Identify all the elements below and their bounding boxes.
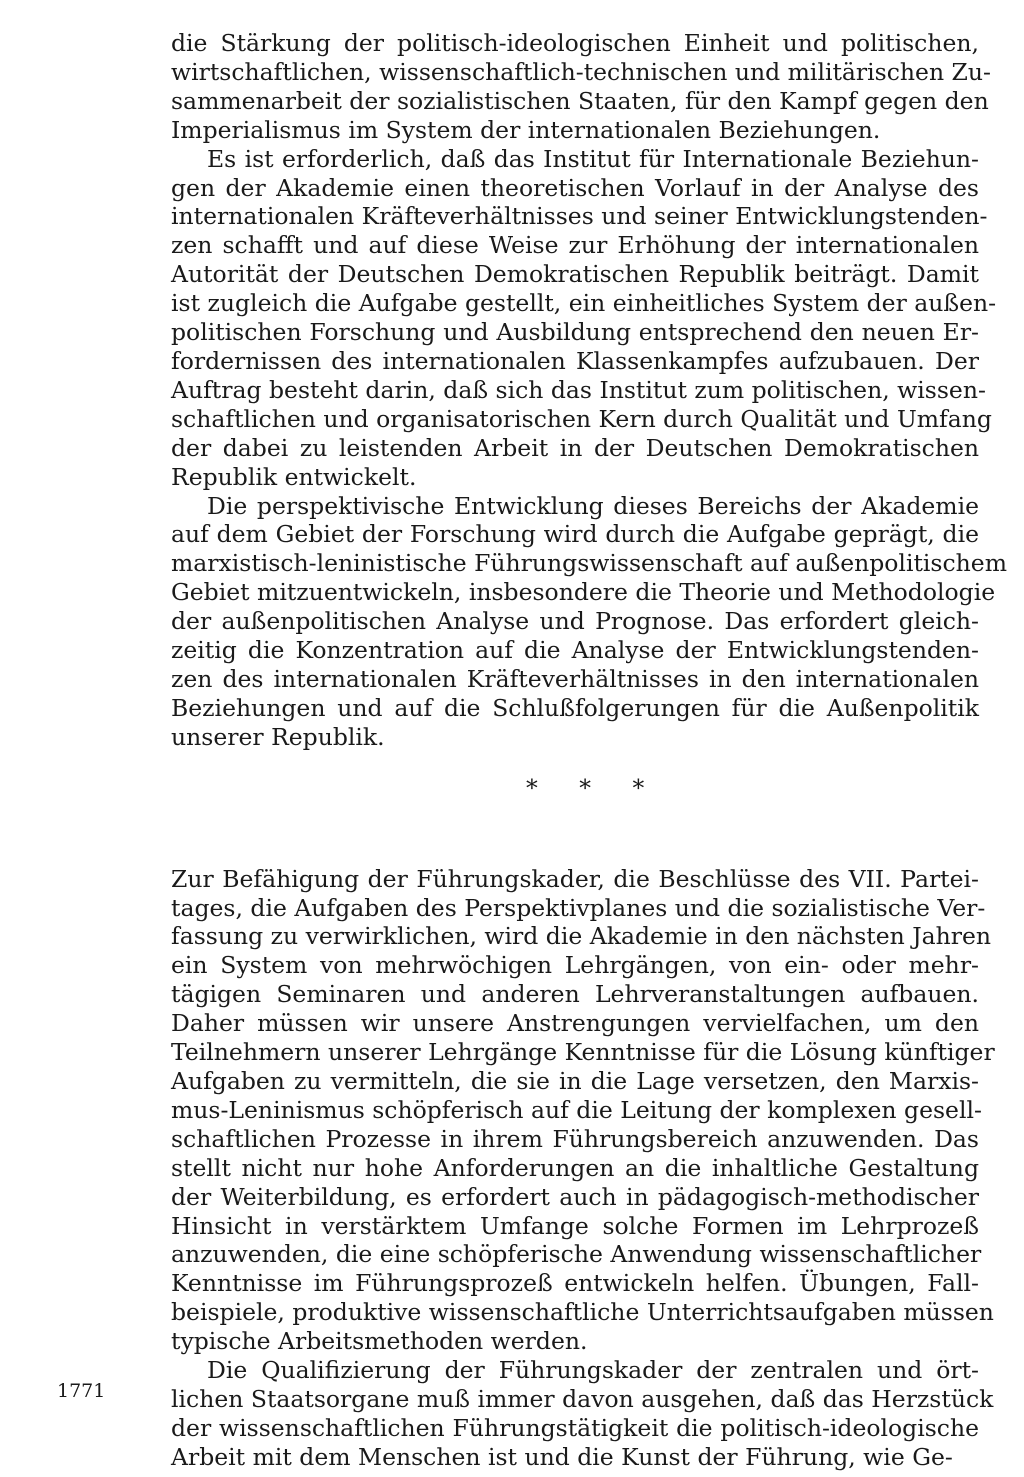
text-line: schaftlichen Prozesse in ihrem Führungsbereich anzuwenden. Das (171, 1124, 979, 1153)
text-line: Gebiet mitzuentwickeln, insbesondere die Theorie und Methodologie (171, 578, 996, 607)
text-line: der dabei zu leistenden Arbeit in der Deutschen Demokratischen (171, 433, 979, 462)
text-line: der wissenschaftlichen Führungstätigkeit die politisch-ideologische (171, 1413, 979, 1442)
text-line: Hinsicht in verstärktem Umfange solche Formen im Lehrprozeß (171, 1211, 979, 1240)
page-body (171, 29, 1007, 1472)
text-line: der Weiterbildung, es erfordert auch in pädagogisch-methodischer (171, 1182, 979, 1211)
text-line: zeitig die Konzentration auf die Analyse der Entwicklungstenden- (171, 636, 979, 665)
text-line: Teilnehmern unserer Lehrgänge Kenntnisse für die Lösung künftiger (171, 1038, 995, 1067)
text-line: die Stärkung der politisch-ideologischen Einheit und politischen, (171, 29, 979, 57)
text-line: Daher müssen wir unsere Anstrengungen vervielfachen, um den (171, 1009, 979, 1038)
page-number: 1771 (57, 1380, 106, 1402)
text-line: Auftrag besteht darin, daß sich das Institut zum politischen, wissen- (171, 375, 986, 404)
separator-asterisks: * * * (526, 773, 662, 802)
text-line: Die Qualifizierung der Führungskader der zentralen und ört- (207, 1356, 979, 1385)
text-line: sammenarbeit der sozialistischen Staaten, für den Kampf gegen den (171, 86, 989, 115)
paragraph-1 (171, 29, 991, 145)
text-line: Es ist erforderlich, daß das Institut für Internationale Beziehun- (207, 144, 979, 173)
paragraph-3 (171, 491, 1007, 752)
text-line: Autorität der Deutschen Demokratischen Republik beiträgt. Damit (171, 260, 979, 289)
text-line: Kenntnisse im Führungsprozeß entwickeln helfen. Übungen, Fall- (171, 1269, 979, 1298)
text-line: ein System von mehrwöchigen Lehrgängen, von ein- oder mehr- (171, 951, 979, 980)
text-line: beispiele, produktive wissenschaftliche Unterrichtsaufgaben müssen (171, 1298, 994, 1327)
text-line: gen der Akademie einen theoretischen Vorlauf in der Analyse des (171, 173, 979, 202)
text-line: typische Arbeitsmethoden werden. (171, 1327, 588, 1356)
section-separator (171, 752, 979, 865)
text-line: Beziehungen und auf die Schlußfolgerungen für die Außenpolitik (171, 693, 979, 722)
text-line: Aufgaben zu vermitteln, die sie in die Lage versetzen, den Marxis- (171, 1067, 979, 1095)
text-line: auf dem Gebiet der Forschung wird durch die Aufgabe geprägt, die (171, 520, 979, 549)
paragraph-4 (171, 864, 995, 1356)
text-line: zen des internationalen Kräfteverhältnisses in den internationalen (171, 664, 979, 693)
text-line: mus-Leninismus schöpferisch auf die Leitung der komplexen gesell- (171, 1095, 982, 1124)
text-line: Imperialismus im System der internationalen Beziehungen. (171, 115, 881, 144)
paragraph-5 (171, 1356, 994, 1472)
text-line: schaftlichen und organisatorischen Kern durch Qualität und Umfang (171, 404, 992, 433)
text-line: Republik entwickelt. (171, 462, 417, 491)
text-line: anzuwenden, die eine schöpferische Anwendung wissenschaftlicher (171, 1240, 982, 1269)
text-line: tages, die Aufgaben des Perspektivplanes und die sozialistische Ver- (171, 893, 986, 922)
text-line: marxistisch-leninistische Führungswissenschaft auf außenpolitischem (171, 549, 1007, 578)
paragraph-2 (171, 144, 997, 492)
text-line: Arbeit mit dem Menschen ist und die Kunst der Führung, wie Ge- (171, 1442, 953, 1471)
text-line: wirtschaftlichen, wissenschaftlich-technischen und militärischen Zu- (171, 57, 991, 86)
text-line: Die perspektivische Entwicklung dieses Bereichs der Akademie (207, 491, 979, 520)
text-line: internationalen Kräfteverhältnisses und seiner Entwicklungstenden- (171, 202, 988, 231)
text-line: unserer Republik. (171, 722, 385, 751)
text-line: Zur Befähigung der Führungskader, die Beschlüsse des VII. Partei- (171, 864, 979, 893)
text-line: der außenpolitischen Analyse und Prognose. Das erfordert gleich- (171, 607, 979, 636)
text-line: stellt nicht nur hohe Anforderungen an die inhaltliche Gestaltung (171, 1153, 979, 1182)
text-line: politischen Forschung und Ausbildung entsprechend den neuen Er- (171, 318, 979, 347)
text-line: fassung zu verwirklichen, wird die Akademie in den nächsten Jahren (171, 922, 992, 951)
text-line: lichen Staatsorgane muß immer davon ausgehen, daß das Herzstück (171, 1384, 994, 1413)
text-line: tägigen Seminaren und anderen Lehrveranstaltungen aufbauen. (171, 980, 979, 1009)
text-line: zen schafft und auf diese Weise zur Erhöhung der internationalen (171, 231, 979, 260)
text-line: ist zugleich die Aufgabe gestellt, ein einheitliches System der außen- (171, 289, 997, 318)
text-line: fordernissen des internationalen Klassenkampfes aufzubauen. Der (171, 346, 979, 375)
